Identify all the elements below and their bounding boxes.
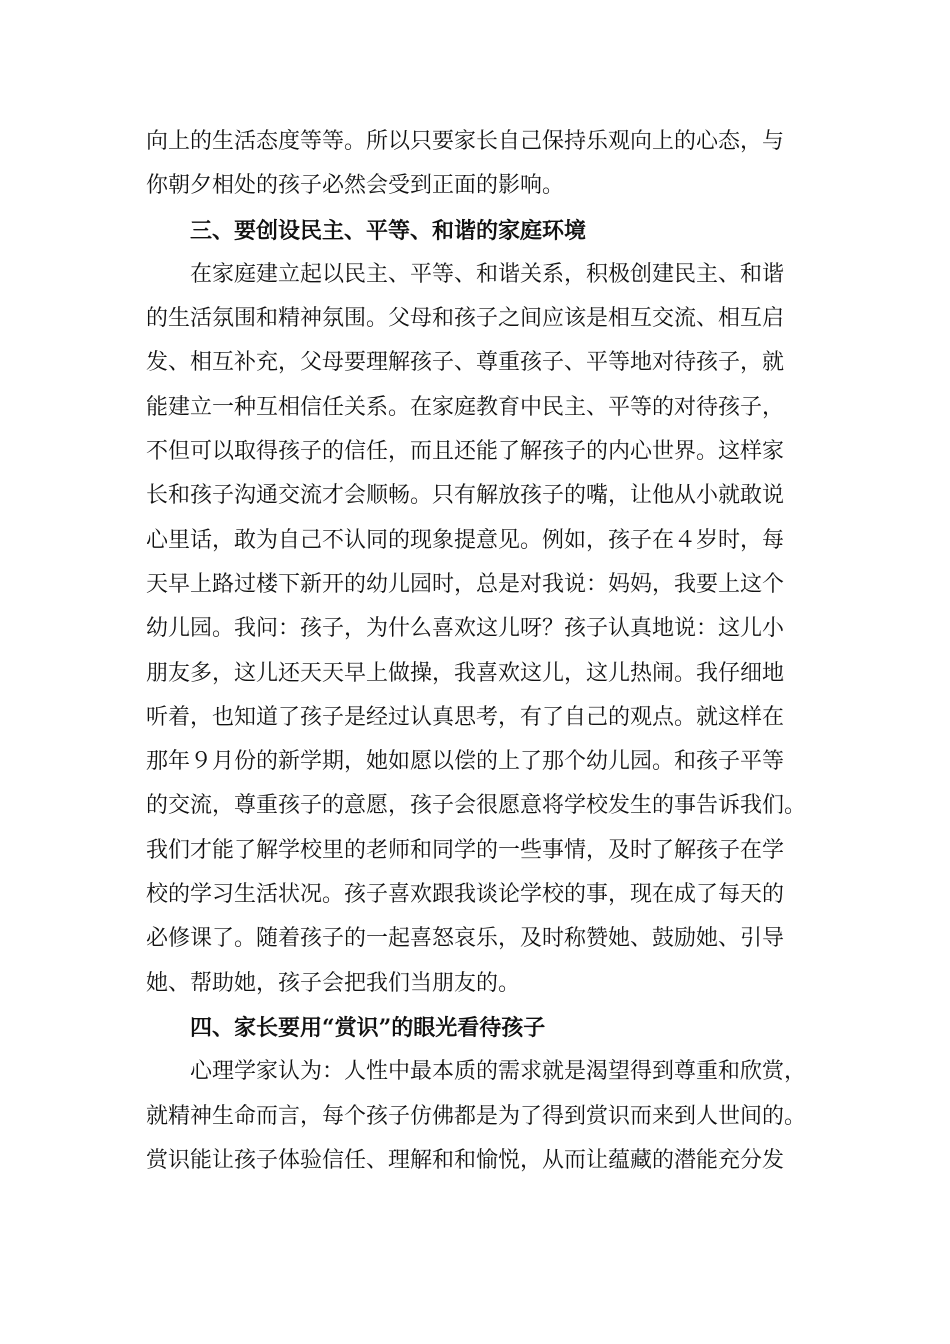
section-heading-4: 四、家长要用“赏识”的眼光看待孩子 (190, 1014, 546, 1041)
section-heading-3: 三、要创设民主、平等、和谐的家庭环境 (190, 217, 587, 244)
paragraph-line: 向上的生活态度等等。所以只要家长自己保持乐观向上的心态，与 (146, 129, 785, 154)
paragraph-line: 校的学习生活状况。孩子喜欢跟我谈论学校的事，现在成了每天的 (146, 882, 785, 908)
paragraph-line: 必修课了。随着孩子的一起喜怒哀乐，及时称赞她、鼓励她、引导 (146, 926, 785, 952)
paragraph-line: 她、帮助她，孩子会把我们当朋友的。 (146, 970, 521, 996)
paragraph-line: 心里话，敢为自己不认同的现象提意见。例如，孩子在４岁时，每 (146, 527, 785, 553)
paragraph-line: 在家庭建立起以民主、平等、和谐关系，积极创建民主、和谐 (190, 261, 785, 287)
paragraph-line: 那年９月份的新学期，她如愿以偿的上了那个幼儿园。和孩子平等 (146, 749, 785, 775)
paragraph-line: 赏识能让孩子体验信任、理解和和愉悦，从而让蕴藏的潜能充分发 (146, 1147, 785, 1173)
paragraph-line: 听着，也知道了孩子是经过认真思考，有了自己的观点。就这样在 (146, 704, 785, 730)
paragraph-line: 幼儿园。我问：孩子，为什么喜欢这儿呀？孩子认真地说：这儿小 (146, 616, 785, 642)
paragraph-line: 我们才能了解学校里的老师和同学的一些事情，及时了解孩子在学 (146, 837, 785, 863)
paragraph-line: 长和孩子沟通交流才会顺畅。只有解放孩子的嘴，让他从小就敢说 (146, 483, 785, 509)
paragraph-line: 的交流，尊重孩子的意愿，孩子会很愿意将学校发生的事告诉我们。 (146, 793, 807, 819)
document-body (146, 120, 806, 1183)
paragraph-line: 能建立一种互相信任关系。在家庭教育中民主、平等的对待孩子， (146, 394, 785, 420)
paragraph-line: 心理学家认为：人性中最本质的需求就是渴望得到尊重和欣赏， (190, 1059, 807, 1085)
paragraph-line: 朋友多，这儿还天天早上做操，我喜欢这儿，这儿热闹。我仔细地 (146, 660, 785, 686)
paragraph-line: 的生活氛围和精神氛围。父母和孩子之间应该是相互交流、相互启 (146, 306, 785, 332)
paragraph-line: 你朝夕相处的孩子必然会受到正面的影响。 (146, 173, 565, 199)
paragraph-line: 天早上路过楼下新开的幼儿园时，总是对我说：妈妈，我要上这个 (146, 571, 785, 597)
paragraph-line: 不但可以取得孩子的信任，而且还能了解孩子的内心世界。这样家 (146, 439, 785, 465)
paragraph-line: 发、相互补充，父母要理解孩子、尊重孩子、平等地对待孩子，就 (146, 350, 785, 376)
paragraph-line: 就精神生命而言，每个孩子仿佛都是为了得到赏识而来到人世间的。 (146, 1103, 807, 1129)
